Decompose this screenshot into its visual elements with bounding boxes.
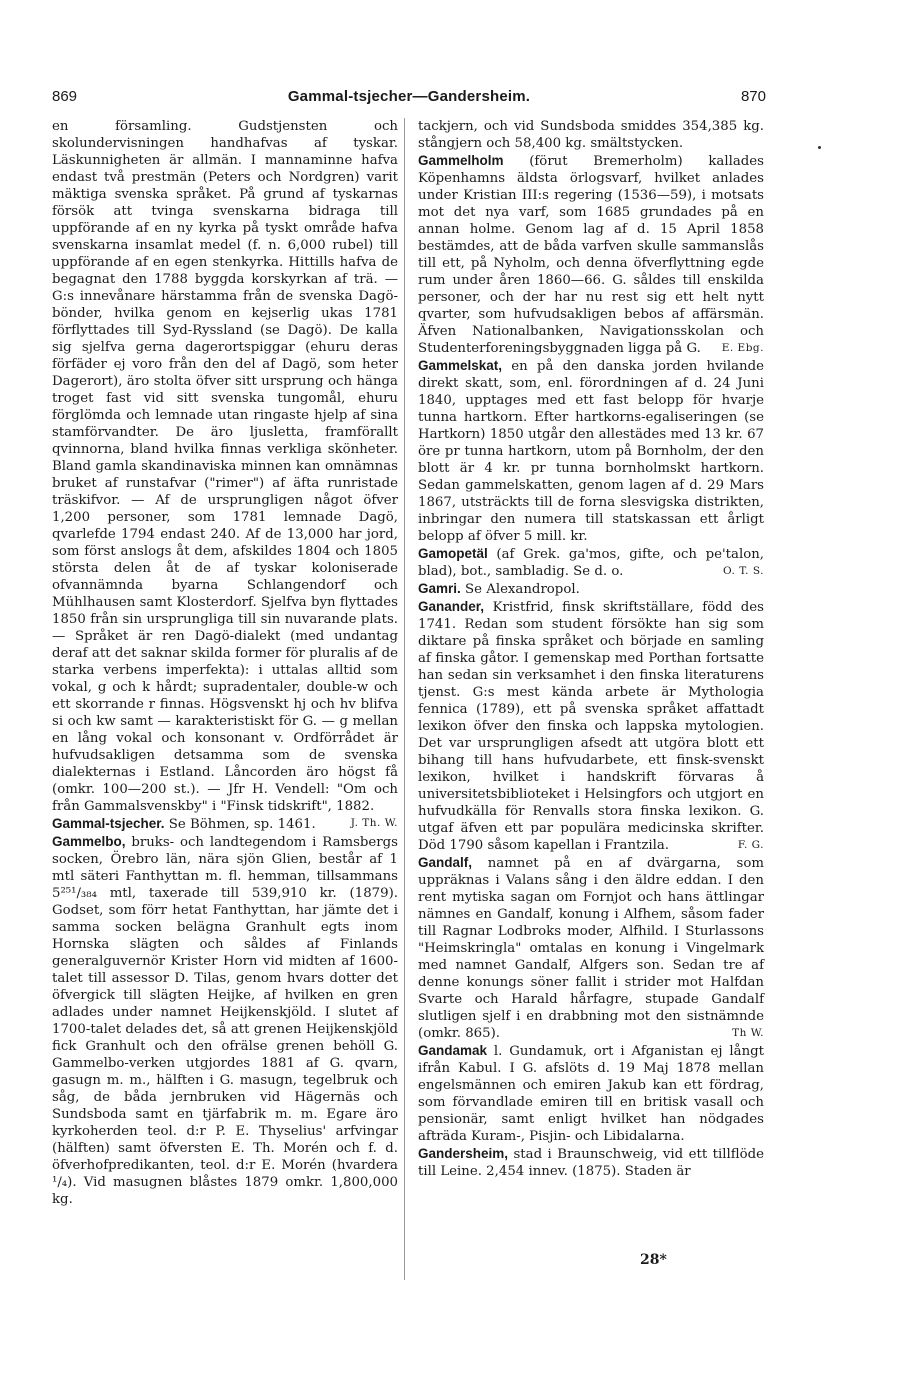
dictionary-entry (418, 598, 764, 854)
dictionary-entry (52, 833, 398, 1208)
author-signature: J. Th. W. (350, 817, 398, 829)
page-number-right: 870 (740, 88, 766, 105)
running-title: Gammal-tsjecher—Gandersheim. (287, 88, 531, 105)
body-paragraph (418, 118, 764, 152)
entry-headword: Gandalf, (418, 855, 473, 870)
margin-dot (818, 146, 821, 149)
entry-text: en på den danska jorden hvilande direkt skatt, som, enl. förordningen af d. 24 Juni 1840, upptages med ett fast belopp för hvarje tunna hartkorn. Efter hartkorns-egaliseringen (se Hartkorn) 1850 utgår den allestädes med 13 kr. 67 öre pr tunna hartkorn, utom på Bornholm, der den blott är 4 kr. pr tunna bornholmskt hartkorn. Sedan gammelskatten, genom lagen af d. 29 Mars 1867, utsträckts till de forna slesvigska distrikten, inbringar den numera till statskassan ett årligt belopp af öfver 5 mill. kr. (418, 359, 764, 544)
dictionary-entry (418, 357, 764, 545)
entry-text: stad i Braunschweig, vid ett tillflöde till Leine. 2,454 innev. (1875). Staden är (418, 1147, 764, 1179)
author-signature: F. G. (737, 839, 764, 851)
entry-text: tackjern, och vid Sundsboda smiddes 354,385 kg. stångjern och 58,400 kg. smältstycken. (418, 119, 764, 151)
entry-text: bruks- och landtegendom i Ramsbergs socken, Örebro län, nära sjön Glien, består af 1 mtl säteri Fanthyttan m. fl. hemman, tillsammans 5²⁵¹/₃₈₄ mtl, taxerade till 539,910 kr. (1879). Godset, som förr hetat Fanthyttan, har jämte det i samma socken belägna Granhult egts inom Hornska slägten och såldes af Finlands generalguvernör Krister Horn vid midten af 1600-talet till assessor D. Tilas, genom hvars dotter det öfvergick till slägten Heijke, af hvilken en gren adlades under namnet Heijkenskjöld. I slutet af 1700-talet delades det, så att grenen Heijkenskjöld fick Granhult och den ofrälse grenen behöll G. Gammelbo-verken utgjordes 1881 af G. qvarn, gasugn m. m., hälften i G. masugn, tegelbruk och såg, de båda jernbruken vid Hägernäs och Sundsboda samt en tjärfabrik m. m. Egare äro kyrkoherden teol. d:r P. E. Thyselius' arfvingar (hälften) samt öfversten E. Th. Morén och f. d. öfverhofpredikanten, teol. d:r E. Morén (hvardera ¹/₄). Vid masugnen blåstes 1879 omkr. 1,800,000 kg. (52, 835, 398, 1207)
entry-headword: Gamopetäl (418, 546, 488, 561)
page-number-left: 869 (52, 88, 78, 105)
dictionary-entry (418, 580, 764, 598)
entry-text: namnet på en af dvärgarna, som uppräknas i Valans sång i den äldre eddan. I den rent mytiska sagan om Fornjot och hans ättlingar nämnes en Gandalf, konung i Alfhem, såsom fader till Ragnar Lodbroks moder, Alfhild. I Sturlassons "Heimskringla" omtalas en konung i Vingelmark med namnet Gandalf, Alfgers son. Sedan tre af denne konungs söner fallit i strider mot Halfdan Svarte och Harald hårfagre, stupade Gandalf slutligen sjelf i en drabbning mot den sistnämnde (omkr. 865). (418, 856, 764, 1041)
author-signature: E. Ebg. (721, 342, 764, 354)
entry-headword: Gammelholm (418, 153, 504, 168)
entry-text: Se Böhmen, sp. 1461. (164, 817, 316, 832)
entry-text: (förut Bremerholm) kallades Köpenhamns äldsta örlogsvarf, hvilket anlades under Kristian III:s regering (1536—59), i motsats mot det nya varf, som 1685 grundades på en annan holme. Genom lag af d. 15 April 1858 bestämdes, att de båda varfven skulle sammanslås till ett, på Nyholm, och denna öfverflyttning egde rum under åren 1860—66. G. såldes till enskilda personer, och der har nu rest sig ett helt nytt qvarter, som hufvudsakligen bebos af affärsmän. Äfven Nationalbanken, Navigationsskolan och Studenterforeningsbyggnaden ligga på G. (418, 154, 764, 356)
dictionary-entry (52, 815, 398, 833)
right-column (418, 118, 764, 1180)
entry-headword: Gammelbo, (52, 834, 126, 849)
entry-text: l. Gundamuk, ort i Afganistan ej långt ifrån Kabul. I G. afslöts d. 19 Maj 1878 mellan engelsmännen och emiren Jakub kan ett fördrag, som förvandlade emiren till en britisk vasall och pensionär, samt enligt hvilket han nödgades afträda Kuram-, Pisjin- och Libidalarna. (418, 1044, 764, 1144)
dictionary-entry (418, 152, 764, 357)
entry-headword: Gandersheim, (418, 1146, 509, 1161)
dictionary-entry (418, 1042, 764, 1145)
entry-text: (af Grek. ga'mos, gifte, och pe'talon, blad), bot., sambladig. Se d. o. (418, 547, 764, 579)
signature-mark: 28* (640, 1252, 667, 1268)
entry-headword: Gammal-tsjecher. (52, 816, 165, 831)
entry-text: en församling. Gudstjensten och skolundervisningen handhafvas af tyskar. Läskunnigheten är allmän. I mannaminne hafva endast två prestmän (Peters och Nordgren) varit mäktiga svenska språket. På grund af tyskarnas försök att tvinga svenskarna bidraga till uppförande af en ny kyrka på tyskt område hafva svenskarna insamlat medel (f. n. 6,000 rubel) till uppförande af en egen stenkyrka. Hittills hafva de begagnat den 1788 byggda korskyrkan af trä. — G:s innevånare härstamma från de svenska Dagö-bönder, hvilka genom en kejserlig ukas 1781 förflyttades till Syd-Ryssland (se Dagö). De kalla sig sjelfva gerna dagerortspiggar (ehuru deras förfäder ej voro från den del af Dagö, som heter Dagerort), äro stolta öfver sitt ursprung och hänga troget fast vid sitt svenska tungomål, ehuru förglömda och lemnade utan ringaste hjelp af sina stamförvandter. De äro ljusletta, framförallt qvinnorna, bland hvilka finnas verkliga skönheter. Bland gamla skandinaviska minnen kan omnämnas bruket af runstafvar ("rimer") af äfta runristade träskifvor. — Af de ursprungligen något öfver 1,200 personer, som 1781 lemnade Dagö, qvarlefde 1794 endast 240. Af de 13,000 har jord, som först anslogs åt dem, afskildes 1804 och 1805 största delen åt de af tyskar koloniserade ofvannämnda byarna Schlangendorf och Mühlhausen samt Klosterdorf. Sjelfva byn flyttades 1850 från sin ursprungliga till sin nuvarande plats. — Språket är ren Dagö-dialekt (med undantag deraf att det saknar skilda former för pluralis af de starka verbens imperfekta): i uttalas alltid som vokal, g och k hårdt; supradentaler, double-w och ett skorrande r finnas. Högsvenskt hj och hv blifva si och kw samt — karakteristiskt för G. — g mellan en lång vokal och konsonant v. Ordförrådet är hufvudsakligen detsamma som de svenska dialekternas i Estland. Låncorden äro högst få (omkr. 100—200 st.). — Jfr H. Vendell: "Om och från Gammalsvenskby" i "Finsk tidskrift", 1882. (52, 119, 398, 814)
entry-headword: Gamri. (418, 581, 461, 596)
dictionary-entry (418, 854, 764, 1042)
dictionary-entry (418, 545, 764, 580)
entry-headword: Ganander, (418, 599, 485, 614)
left-column (52, 118, 398, 1208)
author-signature: Th W. (732, 1027, 764, 1039)
author-signature: O. T. S. (723, 565, 764, 577)
dictionary-entry (418, 1145, 764, 1180)
entry-headword: Gandamak (418, 1043, 488, 1058)
column-divider (404, 118, 405, 1280)
entry-headword: Gammelskat, (418, 358, 503, 373)
entry-text: Se Alexandropol. (460, 582, 580, 597)
entry-text: Kristfrid, finsk skriftställare, född des 1741. Redan som student försökte han sig som diktare på finska språket och började en samling af finska gåtor. I gemenskap med Porthan fortsatte han sedan sin verksamhet i den finska literaturens tjenst. G:s mest kända arbete är Mythologia fennica (1789), ett på svenska språket affattadt lexikon öfver den finska och lappska mytologien. Det var ursprungligen afsedt att utgöra blott ett bihang till hans hufvudarbete, ett finsk-svenskt lexikon, hvilket i handskrift förvaras å universitetsbiblioteket i Helsingfors och utgjort en hufvudkälla för Renvalls stora finska lexikon. G. utgaf äfven ett par populära medicinska skrifter. Död 1790 såsom kapellan i Frantzila. (418, 600, 764, 853)
running-header (52, 88, 766, 110)
